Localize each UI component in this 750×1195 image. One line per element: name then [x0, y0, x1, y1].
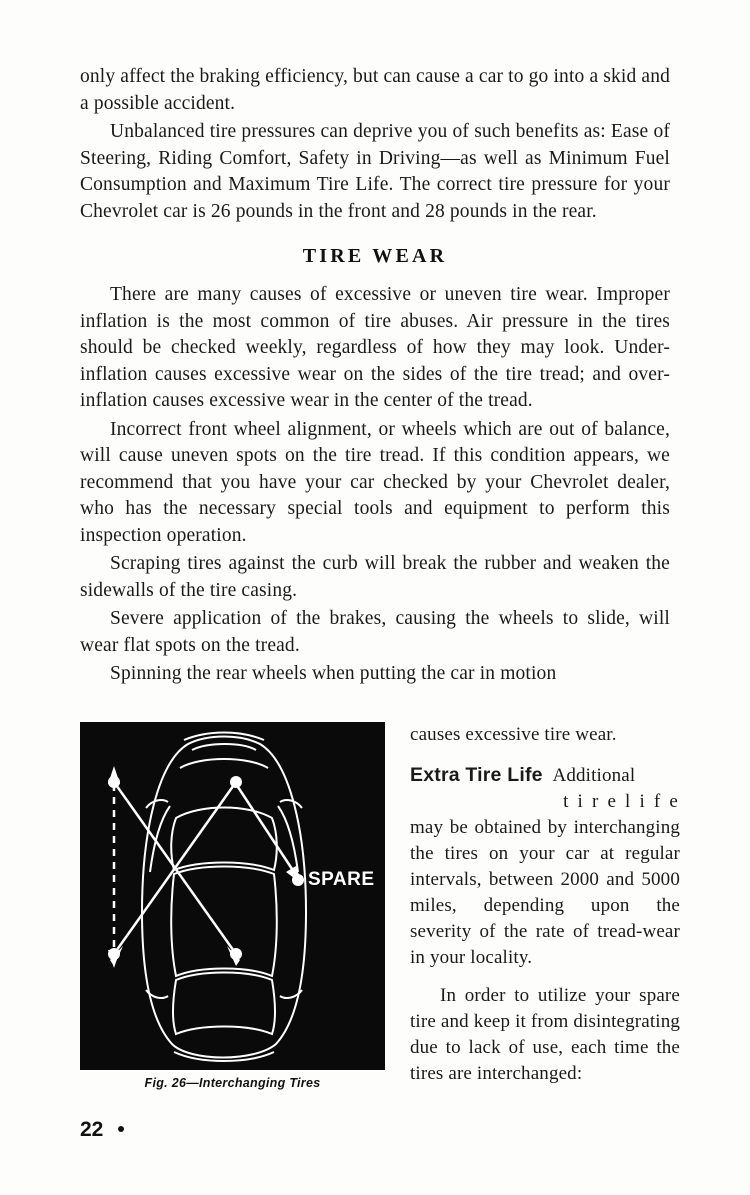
- paragraph-3: There are many causes of excessive or uneven tire wear. Improper inflation is the most common of tire abuses. Air pressure in the tires should be checked weekly, regardless of how they may look. Under-inflation causes excessive wear on the sides of the tire tread; and over-inflation causes excessive wear in the center of the tread.: [80, 284, 670, 411]
- paragraph-6-block: [80, 606, 670, 659]
- extra-tire-life-tail: Additional: [552, 765, 636, 786]
- paragraph-3-block: [80, 282, 670, 415]
- paragraph-1-block: [80, 64, 670, 117]
- figure-caption: Fig. 26—Interchanging Tires: [144, 1076, 321, 1090]
- paragraph-8: may be obtained by interchanging the tires on your car at regular intervals, between 2000 and 5000 miles, depending upon the severity of the rate of tread-wear in your locality.: [410, 817, 680, 968]
- page-number: 22: [80, 1118, 104, 1141]
- paragraph-6: Severe application of the brakes, causing the wheels to slide, will wear flat spots on the tread.: [80, 608, 670, 656]
- wheel-dot-spare: [292, 874, 304, 886]
- paragraph-2: Unbalanced tire pressures can deprive you of such benefits as: Ease of Steering, Riding Comfort, Safety in Driving—as well as Minimum Fuel Consumption and Maximum Tire Life. The correct tire pressure for your Chevrolet car is 26 pounds in the front and 28 pounds in the rear.: [80, 121, 670, 222]
- figure-26: [80, 722, 385, 1090]
- wheel-dot-front-right: [230, 776, 242, 788]
- paragraph-2-block: [80, 119, 670, 225]
- tire-life-spaced: t i r e l i f e: [563, 791, 680, 812]
- wheel-dot-front-left: [108, 776, 120, 788]
- right-text-column: [410, 722, 680, 1087]
- extra-tire-life-block: [410, 762, 680, 815]
- paragraph-1: only affect the braking efficiency, but can cause a car to go into a skid and a possible accident.: [80, 66, 671, 114]
- wheel-dot-rear-left: [108, 948, 120, 960]
- paragraph-7-continued: causes excessive tire wear.: [410, 724, 617, 745]
- section-heading-tire-wear: TIRE WEAR: [302, 245, 448, 267]
- main-text-column: [80, 64, 670, 690]
- extra-tire-life-heading: Extra Tire Life: [410, 764, 543, 786]
- figure-image: [80, 722, 385, 1070]
- paragraph-7: Spinning the rear wheels when putting the car in motion: [110, 663, 557, 684]
- spare-label: SPARE: [308, 869, 375, 890]
- paragraph-4-block: [80, 417, 670, 550]
- wheel-dot-rear-right: [230, 948, 242, 960]
- page-number-dot: [118, 1126, 124, 1132]
- paragraph-7-block: [80, 661, 670, 688]
- interchanging-tires-diagram: [80, 722, 385, 1070]
- paragraph-5-block: [80, 551, 670, 604]
- paragraph-4: Incorrect front wheel alignment, or wheels which are out of balance, will cause uneven spots on the tire tread. If this condition appears, we recommend that you have your car checked by your Chevrolet dealer, who has the necessary special tools and equipment to perform this inspection operation.: [80, 418, 670, 546]
- paragraph-9: In order to utilize your spare tire and keep it from disintegrating due to lack of use, each time the tires are interchanged:: [410, 985, 680, 1084]
- paragraph-5: Scraping tires against the curb will break the rubber and weaken the sidewalls of the tire casing.: [80, 553, 670, 601]
